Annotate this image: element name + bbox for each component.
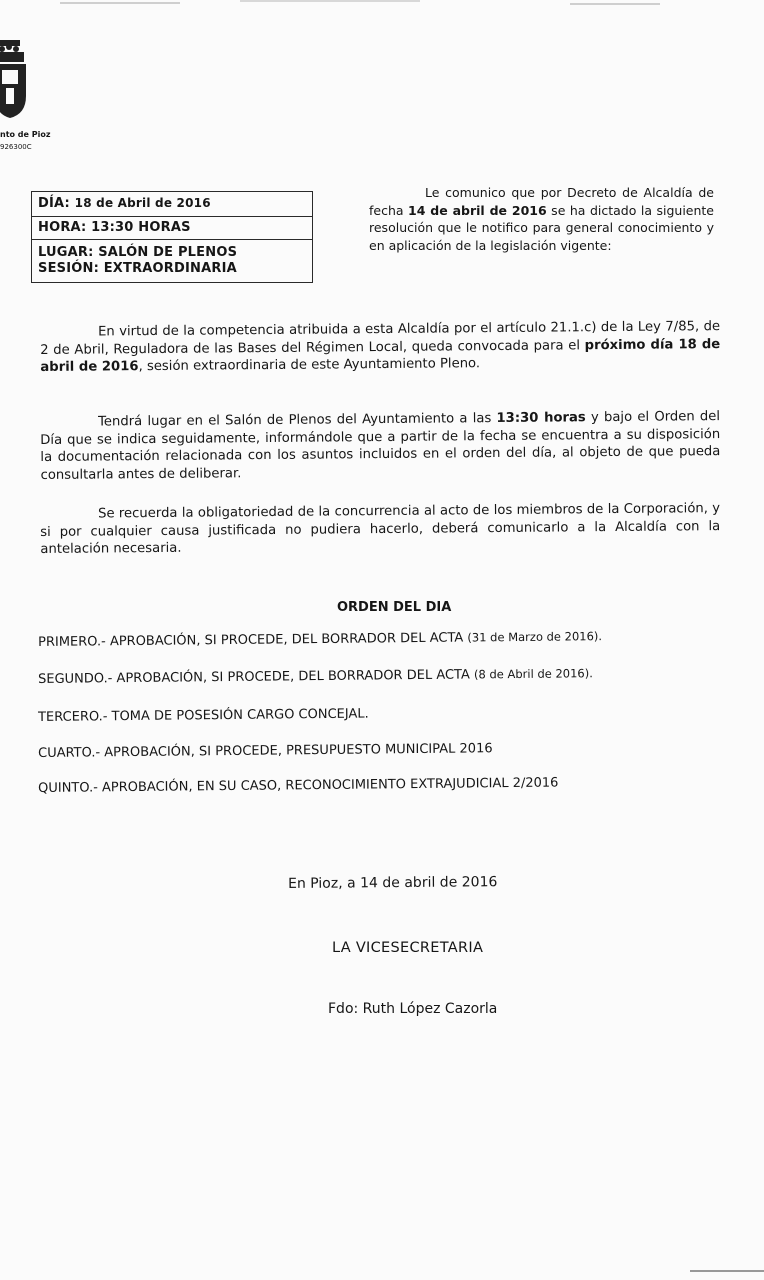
day-label: DÍA: [38,196,70,211]
place-value: LUGAR: SALÓN DE PLENOS [38,245,238,260]
place-and-date: En Pioz, a 14 de abril de 2016 [288,874,498,892]
entity-name: nto de Pioz [0,130,51,139]
signatory-name: Fdo: Ruth López Cazorla [328,1001,498,1017]
scan-edge-line [240,0,420,2]
agenda-item: QUINTO.- APROBACIÓN, EN SU CASO, RECONOCIMIENTO EXTRAJUDICIAL 2/2016 [38,775,559,796]
agenda-item: SEGUNDO.- APROBACIÓN, SI PROCEDE, DEL BORRADOR DEL ACTA (8 de Abril de 2016). [38,666,593,687]
info-row-place-session [32,240,312,283]
scan-edge-line [570,3,660,5]
info-row-day [32,192,312,217]
day-value: 18 de Abril de 2016 [74,196,211,210]
scan-edge-line [60,2,180,4]
session-value: SESIÓN: EXTRAORDINARIA [38,261,237,276]
scan-edge-line [690,1270,764,1272]
paragraph-location: Tendrá lugar en el Salón de Plenos del Ayuntamiento a las 13:30 horas y bajo el Orden del Día que se indica seguidamente, informándole que a partir de la fecha se encuentra a su disposición la documentación relacionada con los asuntos incluidos en el orden del día, al objeto de que pueda consultarla antes de deliberar. [40,409,721,483]
time-value: HORA: 13:30 HORAS [38,220,191,235]
agenda-item: TERCERO.- TOMA DE POSESIÓN CARGO CONCEJAL. [38,706,369,725]
paragraph-attendance: Se recuerda la obligatoriedad de la concurrencia al acto de los miembros de la Corporación, y si por cualquier causa justificada no pudiera hacerlo, deberá comunicarlo a la Alcaldía con la antelación necesaria. [40,501,721,557]
intro-paragraph: Le comunico que por Decreto de Alcaldía de fecha 14 de abril de 2016 se ha dictado la siguiente resolución que le notifico para general conocimiento y en aplicación de la legislación vigente: [369,185,715,253]
agenda-item: PRIMERO.- APROBACIÓN, SI PROCEDE, DEL BORRADOR DEL ACTA (31 de Marzo de 2016). [38,629,603,650]
session-info-box [31,191,313,283]
agenda-item: CUARTO.- APROBACIÓN, SI PROCEDE, PRESUPUESTO MUNICIPAL 2016 [38,741,493,761]
entity-cif: 926300C [0,143,32,151]
info-row-time [32,217,312,240]
agenda-title: ORDEN DEL DIA [337,600,452,615]
coat-of-arms-icon [0,38,30,120]
paragraph-competence: En virtud de la competencia atribuida a esta Alcaldía por el artículo 21.1.c) de la Ley 7/85, de 2 de Abril, Reguladora de las Bases del Régimen Local, queda convocada para el próximo día 18 de abril de 2016, sesión extraordinaria de este Ayuntamiento Pleno. [40,319,721,375]
signatory-role: LA VICESECRETARIA [332,940,484,956]
